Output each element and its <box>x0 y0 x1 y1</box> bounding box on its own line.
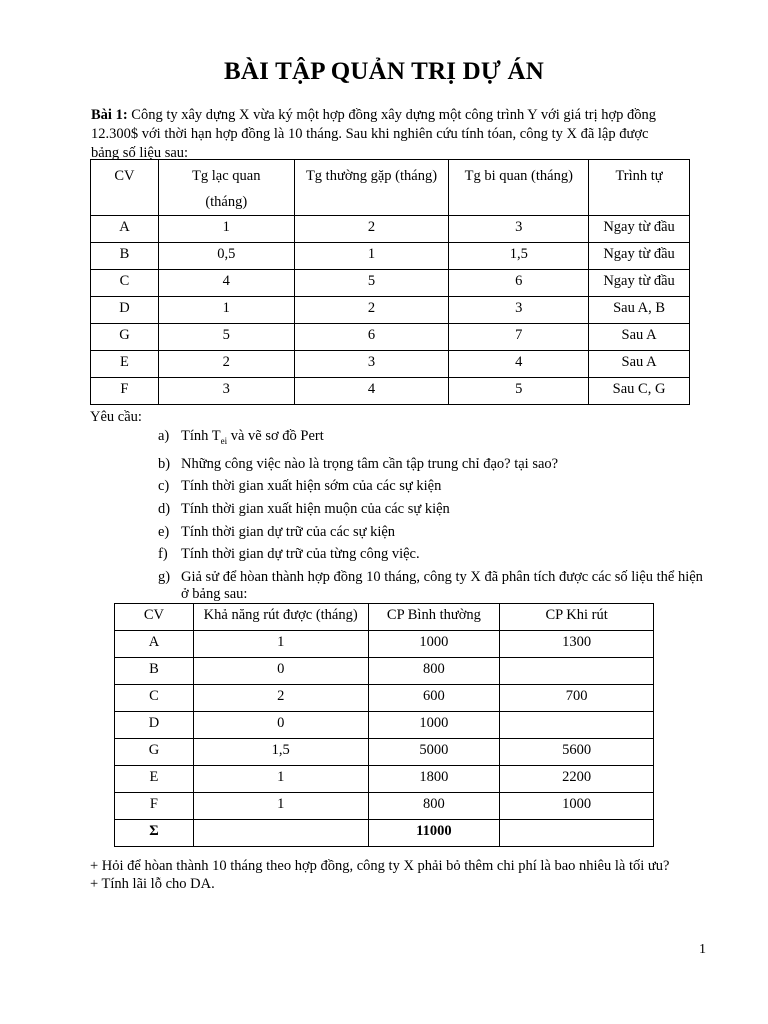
requirement-text: Giả sử để hòan thành hợp đồng 10 tháng, công ty X đã phân tích được các số liệu thể hiện ở bảng sau: <box>181 569 703 603</box>
cost-table-header <box>115 604 654 631</box>
cell-cv: F <box>115 793 194 820</box>
cell-order: Ngay từ đầu <box>589 243 690 270</box>
cell-likely: 6 <box>294 324 449 351</box>
requirement-text <box>181 428 708 450</box>
cell-pessimistic: 3 <box>449 297 589 324</box>
cell-cv: A <box>115 631 194 658</box>
header-cv: CV <box>91 160 159 216</box>
cell-optimistic: 0,5 <box>158 243 294 270</box>
duration-table-row <box>91 378 690 405</box>
header-likely: Tg thường gặp (tháng) <box>294 160 449 216</box>
header-order: Trình tự <box>589 160 690 216</box>
cell-crash-cost <box>500 658 654 685</box>
requirement-label: b) <box>158 455 171 472</box>
cell-order: Ngay từ đầu <box>589 270 690 297</box>
duration-table-row <box>91 216 690 243</box>
cell-normal-cost: 600 <box>368 685 500 712</box>
cell-normal-cost: 5000 <box>368 739 500 766</box>
requirement-label: a) <box>158 428 170 444</box>
requirement-text: Tính thời gian dự trữ của các sự kiện <box>181 523 396 540</box>
cell-order: Sau A, B <box>589 297 690 324</box>
cell-likely: 4 <box>294 378 449 405</box>
total-label: Σ <box>115 820 194 847</box>
cell-cv: A <box>91 216 159 243</box>
requirement-text: Tính thời gian dự trữ của từng công việc. <box>181 546 420 563</box>
header-reducible: Khả năng rút được (tháng) <box>193 604 368 631</box>
cell-likely: 5 <box>294 270 449 297</box>
cell-pessimistic: 7 <box>449 324 589 351</box>
cost-table <box>114 603 654 847</box>
cell-cv: D <box>91 297 159 324</box>
requirement-item <box>158 524 708 541</box>
cell-optimistic: 1 <box>158 297 294 324</box>
requirement-item <box>158 569 708 603</box>
footer-line2: + Tính lãi lỗ cho DA. <box>90 876 215 892</box>
requirements-heading: Yêu cầu: <box>90 409 142 425</box>
cell-order: Sau C, G <box>589 378 690 405</box>
cell-normal-cost: 1800 <box>368 766 500 793</box>
requirement-item <box>158 501 708 518</box>
cell-reducible: 1,5 <box>193 739 368 766</box>
header-normal-cost: CP Bình thường <box>368 604 500 631</box>
header-optimistic-line1: Tg lạc quan <box>192 168 261 184</box>
cell-cv: B <box>91 243 159 270</box>
duration-table-row <box>91 243 690 270</box>
requirement-item <box>158 428 708 450</box>
total-empty-cell <box>193 820 368 847</box>
duration-table <box>90 159 690 405</box>
page-title: BÀI TẬP QUẢN TRỊ DỰ ÁN <box>224 58 544 85</box>
cost-table-row <box>115 631 654 658</box>
requirement-a-pre: Tính T <box>181 428 221 444</box>
duration-table-header <box>91 160 690 216</box>
duration-table-row <box>91 270 690 297</box>
header-cv: CV <box>115 604 194 631</box>
cell-reducible: 0 <box>193 712 368 739</box>
cell-reducible: 1 <box>193 793 368 820</box>
cost-table-row <box>115 685 654 712</box>
header-crash-cost: CP Khi rút <box>500 604 654 631</box>
cell-optimistic: 5 <box>158 324 294 351</box>
cell-cv: C <box>91 270 159 297</box>
intro-text-line2: 12.300$ với thời hạn hợp đồng là 10 tháng. Sau khi nghiên cứu tính tóan, công ty X đã lập được <box>91 126 649 142</box>
requirement-label: e) <box>158 523 170 540</box>
cell-cv: G <box>91 324 159 351</box>
requirement-a-post: và vẽ sơ đồ Pert <box>227 428 324 444</box>
cell-cv: G <box>115 739 194 766</box>
intro-text-line3: bảng số liệu sau: <box>91 145 189 161</box>
cell-pessimistic: 4 <box>449 351 589 378</box>
cell-optimistic: 4 <box>158 270 294 297</box>
cell-cv: F <box>91 378 159 405</box>
cell-reducible: 0 <box>193 658 368 685</box>
cell-pessimistic: 1,5 <box>449 243 589 270</box>
cell-crash-cost: 2200 <box>500 766 654 793</box>
duration-table-row <box>91 351 690 378</box>
intro-text-line1: Công ty xây dựng X vừa ký một hợp đồng xây dựng một công trình Y với giá trị hợp đồng <box>127 107 657 123</box>
cell-crash-cost: 5600 <box>500 739 654 766</box>
cell-order: Sau A <box>589 324 690 351</box>
cost-table-row <box>115 766 654 793</box>
total-empty-cell <box>500 820 654 847</box>
cell-crash-cost: 1000 <box>500 793 654 820</box>
cell-optimistic: 3 <box>158 378 294 405</box>
requirement-label: c) <box>158 478 170 495</box>
cell-cv: E <box>91 351 159 378</box>
cell-normal-cost: 1000 <box>368 631 500 658</box>
duration-table-row <box>91 324 690 351</box>
requirement-label: f) <box>158 546 168 563</box>
cell-cv: E <box>115 766 194 793</box>
cell-pessimistic: 6 <box>449 270 589 297</box>
requirement-item <box>158 546 708 563</box>
footer-line1: + Hỏi để hòan thành 10 tháng theo hợp đồng, công ty X phải bỏ thêm chi phí là bao nhiêu là tối ưu? <box>90 858 670 874</box>
cell-pessimistic: 5 <box>449 378 589 405</box>
footer-questions <box>90 857 730 893</box>
requirement-item <box>158 478 708 495</box>
cell-optimistic: 1 <box>158 216 294 243</box>
requirement-text: Tính thời gian xuất hiện sớm của các sự kiện <box>181 478 442 495</box>
cost-table-row <box>115 739 654 766</box>
cell-order: Sau A <box>589 351 690 378</box>
cell-likely: 2 <box>294 297 449 324</box>
header-optimistic <box>158 160 294 216</box>
cell-normal-cost: 800 <box>368 793 500 820</box>
cell-crash-cost <box>500 712 654 739</box>
cell-cv: D <box>115 712 194 739</box>
cell-likely: 2 <box>294 216 449 243</box>
cost-table-row <box>115 658 654 685</box>
total-row <box>115 820 654 847</box>
cell-normal-cost: 1000 <box>368 712 500 739</box>
cell-cv: C <box>115 685 194 712</box>
cost-table-row <box>115 793 654 820</box>
page-number: 1 <box>699 942 706 957</box>
cell-order: Ngay từ đầu <box>589 216 690 243</box>
duration-table-row <box>91 297 690 324</box>
exercise-label: Bài 1: <box>91 107 128 123</box>
header-optimistic-line2: (tháng) <box>205 194 248 210</box>
intro-paragraph <box>91 106 691 163</box>
cell-reducible: 1 <box>193 766 368 793</box>
requirement-text: Những công việc nào là trọng tâm cần tập trung chỉ đạo? tại sao? <box>181 455 559 472</box>
requirement-text: Tính thời gian xuất hiện muộn của các sự kiện <box>181 500 450 517</box>
cell-pessimistic: 3 <box>449 216 589 243</box>
cell-cv: B <box>115 658 194 685</box>
cell-optimistic: 2 <box>158 351 294 378</box>
cell-reducible: 1 <box>193 631 368 658</box>
cell-likely: 1 <box>294 243 449 270</box>
cell-normal-cost: 800 <box>368 658 500 685</box>
requirement-item <box>158 456 708 473</box>
header-pessimistic: Tg bi quan (tháng) <box>449 160 589 216</box>
cell-likely: 3 <box>294 351 449 378</box>
cell-crash-cost: 1300 <box>500 631 654 658</box>
requirement-label: g) <box>158 569 171 586</box>
total-value: 11000 <box>368 820 500 847</box>
requirement-label: d) <box>158 500 171 517</box>
cell-reducible: 2 <box>193 685 368 712</box>
cost-table-row <box>115 712 654 739</box>
subscript-ei: ei <box>220 435 228 446</box>
cell-crash-cost: 700 <box>500 685 654 712</box>
requirements-list <box>158 428 708 609</box>
